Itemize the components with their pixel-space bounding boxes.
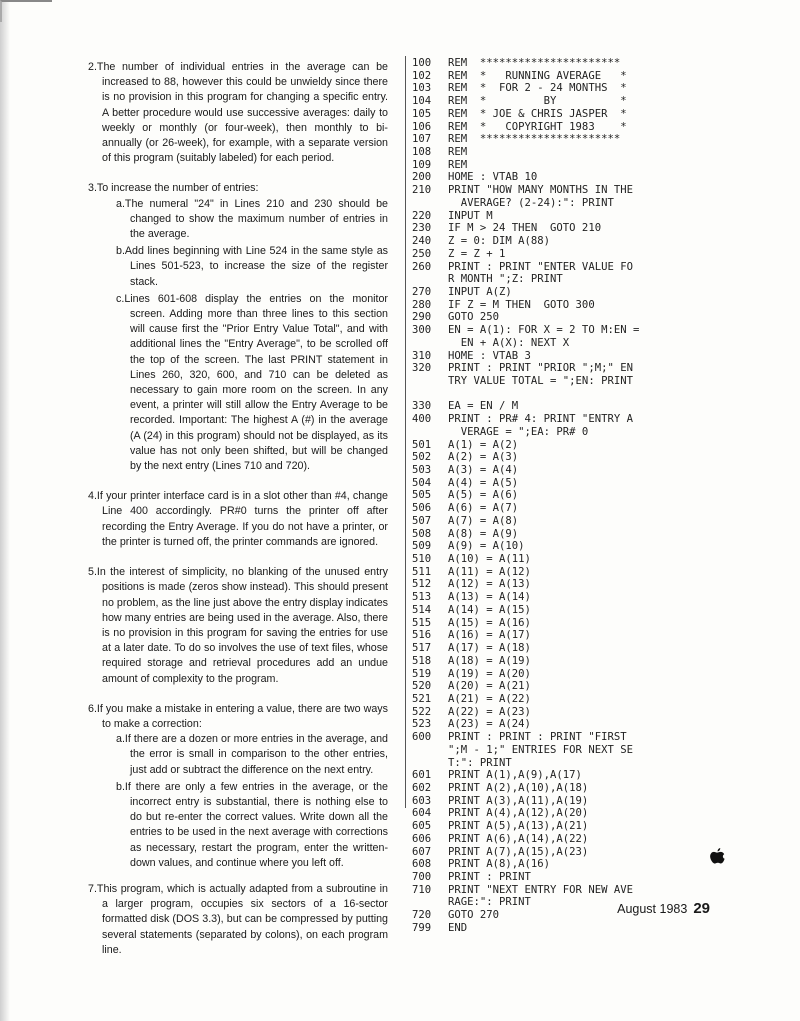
- code-line: [412, 858, 792, 871]
- code-text: A(1) = A(2): [448, 438, 519, 451]
- code-text: A(9) = A(10): [448, 540, 525, 553]
- code-line: [412, 553, 792, 566]
- code-text: PRINT A(7),A(15),A(23): [448, 845, 589, 858]
- code-text: VERAGE = ";EA: PR# 0: [448, 425, 589, 438]
- line-number: 230: [412, 222, 432, 235]
- code-text: EN = A(1): FOR X = 2 TO M:EN =: [448, 324, 640, 337]
- code-line: [412, 133, 792, 146]
- line-number: 103: [412, 82, 432, 95]
- code-text: INPUT M: [448, 209, 493, 222]
- code-line: [412, 922, 792, 935]
- code-text: A(6) = A(7): [448, 502, 519, 515]
- line-number: 510: [412, 553, 432, 566]
- code-text: A(20) = A(21): [448, 680, 531, 693]
- code-text: T:": PRINT: [448, 756, 512, 769]
- note-subitem: c.Lines 601-608 display the entries on the monitor screen. Adding more than three lines to this section will cause first the "Prior Entry Value Total", and with additional lines the "Entry Average", to be scrolled off the top of the screen. The last PRINT statement in Lines 260, 320, 600, and 710 can be deleted as necessary to gain more room on the screen. In any event, a printer will still allow the Entry Average to be recorded. Important: The highest A (#) in the average (A (24) in this program) should not be displayed, as its value has not only been shifted, but will be changed by the next entry (Lines 710 and 720).: [116, 292, 388, 473]
- code-line: [412, 222, 792, 235]
- line-number: 210: [412, 184, 432, 197]
- line-number: 720: [412, 909, 432, 922]
- code-line: [412, 718, 792, 731]
- line-number: 509: [412, 540, 432, 553]
- scan-corner-mark: [0, 0, 52, 22]
- code-text: A(8) = A(9): [448, 527, 519, 540]
- line-number: 107: [412, 133, 432, 146]
- code-line: [412, 896, 792, 909]
- code-text: PRINT A(1),A(9),A(17): [448, 769, 582, 782]
- note-subitem: b.If there are only a few entries in the average, or the incorrect entry is substantial, there is nothing else to do but re-enter the correct values. Write down all the entries to be used in the next average with corrections as necessary, restart the program, enter the written-down values, and continue where you left off.: [116, 780, 388, 869]
- line-number: 105: [412, 107, 432, 120]
- line-number: 504: [412, 476, 432, 489]
- code-line: [412, 400, 792, 413]
- note-item-7: [88, 882, 388, 958]
- code-text: PRINT A(3),A(11),A(19): [448, 794, 589, 807]
- code-text: PRINT A(4),A(12),A(20): [448, 807, 589, 820]
- code-line: [412, 95, 792, 108]
- code-line: [412, 299, 792, 312]
- note-item-2: [88, 60, 388, 166]
- code-text: REM * COPYRIGHT 1983 *: [448, 120, 627, 133]
- code-text: PRINT : PR# 4: PRINT "ENTRY A: [448, 413, 633, 426]
- line-number: 106: [412, 120, 432, 133]
- code-text: A(16) = A(17): [448, 629, 531, 642]
- code-line: [412, 909, 792, 922]
- code-text: A(2) = A(3): [448, 451, 519, 464]
- code-text: PRINT : PRINT: [448, 871, 531, 883]
- line-number: 511: [412, 565, 432, 578]
- line-number: 513: [412, 591, 432, 604]
- line-number: 280: [412, 298, 432, 311]
- code-text: A(18) = A(19): [448, 654, 531, 667]
- code-text: A(19) = A(20): [448, 667, 531, 680]
- line-number: 220: [412, 209, 432, 222]
- code-text: Z = 0: DIM A(88): [448, 235, 551, 248]
- code-line: [412, 184, 792, 197]
- code-text: A(17) = A(18): [448, 642, 531, 655]
- code-line: [412, 617, 792, 630]
- code-line: [412, 668, 792, 681]
- line-number: 603: [412, 794, 432, 807]
- line-number: 607: [412, 845, 432, 858]
- code-line: [412, 286, 792, 299]
- code-text: IF M > 24 THEN GOTO 210: [448, 222, 602, 235]
- code-line: [412, 273, 792, 286]
- scan-edge-shadow: [0, 0, 10, 1021]
- code-text: PRINT "HOW MANY MONTHS IN THE: [448, 184, 633, 197]
- code-line: [412, 477, 792, 490]
- code-line: [412, 108, 792, 121]
- line-number: 501: [412, 438, 432, 451]
- code-text: A(14) = A(15): [448, 603, 531, 616]
- code-text: A(7) = A(8): [448, 514, 519, 527]
- code-line: [412, 426, 792, 439]
- line-number: 514: [412, 603, 432, 616]
- code-text: PRINT A(8),A(16): [448, 858, 551, 871]
- code-line: [412, 235, 792, 248]
- code-line: [412, 57, 792, 70]
- line-number: 100: [412, 57, 432, 69]
- code-line: [412, 489, 792, 502]
- code-text: PRINT A(6),A(14),A(22): [448, 832, 589, 845]
- code-text: A(10) = A(11): [448, 553, 531, 566]
- code-text: Z = Z + 1: [448, 247, 506, 260]
- line-number: 270: [412, 285, 432, 298]
- line-number: 515: [412, 616, 432, 629]
- code-line: [412, 757, 792, 770]
- line-number: 200: [412, 171, 432, 184]
- line-number: 517: [412, 642, 432, 655]
- note-subitem: a.If there are a dozen or more entries in the average, and the error is small in comparison to the other entries, just add or subtract the difference on the next entry.: [116, 733, 388, 776]
- code-line: [412, 782, 792, 795]
- line-number: 102: [412, 69, 432, 82]
- code-text: A(11) = A(12): [448, 565, 531, 578]
- line-number: 710: [412, 883, 432, 896]
- code-line: [412, 693, 792, 706]
- line-number: 602: [412, 781, 432, 794]
- line-number: 505: [412, 489, 432, 502]
- line-number: 601: [412, 769, 432, 782]
- code-text: HOME : VTAB 10: [448, 171, 538, 184]
- code-text: A(4) = A(5): [448, 476, 519, 489]
- note-text: 7.This program, which is actually adapted from a subroutine in a larger program, occupies six sectors of a 16-sector formatted disk (DOS 3.3), but can be compressed by putting several statements (separated by colons), on each program line.: [88, 882, 388, 956]
- code-line: [412, 769, 792, 782]
- line-number: 520: [412, 680, 432, 693]
- code-text: REM: [448, 158, 468, 171]
- note-text: 4.If your printer interface card is in a slot other than #4, change Line 400 accordingly. PR#0 turns the printer off after recording the Entry Average. If you do not have a printer, or the printer is turned off, the printer commands are ignored.: [88, 490, 388, 548]
- code-line: [412, 795, 792, 808]
- note-item-4: [88, 489, 388, 550]
- code-line: [412, 210, 792, 223]
- code-line: [412, 820, 792, 833]
- code-text: PRINT A(2),A(10),A(18): [448, 781, 589, 794]
- line-number: 521: [412, 692, 432, 705]
- note-item-5: [88, 565, 388, 687]
- code-text: PRINT : PRINT "ENTER VALUE FO: [448, 260, 633, 273]
- code-text: GOTO 250: [448, 311, 500, 324]
- code-line: [412, 439, 792, 452]
- line-number: 290: [412, 311, 432, 324]
- code-text: RAGE:": PRINT: [448, 896, 531, 909]
- code-line: [412, 159, 792, 172]
- code-line: [412, 311, 792, 324]
- code-text: REM * JOE & CHRIS JASPER *: [448, 107, 627, 120]
- code-text: PRINT A(5),A(13),A(21): [448, 820, 589, 833]
- notes-column: [88, 60, 388, 973]
- code-text: REM * RUNNING AVERAGE *: [448, 69, 627, 82]
- note-item-6: [88, 702, 388, 871]
- line-number: 502: [412, 451, 432, 464]
- code-text: A(23) = A(24): [448, 718, 531, 731]
- note-subitem: a.The numeral "24" in Lines 210 and 230 should be changed to show the maximum number of entries in the average.: [116, 197, 388, 241]
- code-line: [412, 642, 792, 655]
- line-number: 512: [412, 578, 432, 591]
- code-line: [412, 324, 792, 337]
- line-number: 250: [412, 247, 432, 260]
- code-line: [412, 362, 792, 375]
- code-text: PRINT : PRINT : PRINT "FIRST: [448, 731, 627, 744]
- code-text: R MONTH ";Z: PRINT: [448, 273, 563, 286]
- code-line: [412, 591, 792, 604]
- line-number: 518: [412, 654, 432, 667]
- code-line: [412, 528, 792, 541]
- note-text: 5.In the interest of simplicity, no blanking of the unused entry positions is made (zeros show instead). This should present no problem, as the line just above the entry display indicates how many entries are being used in the average. Also, there is no provision in this program for saving the entries for use at a later date. To do so involves the use of text files, whose required storage and retrieval procedures add an undue amount of complexity to the program.: [88, 566, 388, 685]
- column-divider: [405, 56, 406, 808]
- code-text: A(5) = A(6): [448, 489, 519, 502]
- code-text: REM * FOR 2 - 24 MONTHS *: [448, 82, 627, 95]
- page-number: 29: [693, 900, 710, 917]
- code-text: EN + A(X): NEXT X: [448, 336, 570, 349]
- code-line: [412, 171, 792, 184]
- code-text: TRY VALUE TOTAL = ";EN: PRINT: [448, 374, 633, 387]
- code-line: [412, 82, 792, 95]
- code-line: [412, 388, 792, 401]
- line-number: 523: [412, 718, 432, 731]
- code-text: INPUT A(Z): [448, 285, 512, 298]
- line-number: 330: [412, 400, 432, 413]
- code-line: [412, 655, 792, 668]
- code-line: [412, 248, 792, 261]
- code-line: [412, 70, 792, 83]
- code-text: REM: [448, 146, 468, 159]
- apple-logo-icon: [708, 847, 726, 867]
- line-number: 605: [412, 820, 432, 833]
- code-text: PRINT "NEXT ENTRY FOR NEW AVE: [448, 883, 633, 896]
- code-line: [412, 515, 792, 528]
- note-item-3: [88, 181, 388, 474]
- code-text: AVERAGE? (2-24):": PRINT: [448, 196, 614, 209]
- code-line: [412, 502, 792, 515]
- line-number: 604: [412, 807, 432, 820]
- line-number: 700: [412, 871, 432, 883]
- code-line: [412, 464, 792, 477]
- code-line: [412, 807, 792, 820]
- code-line: [412, 604, 792, 617]
- basic-code-listing: [412, 57, 792, 935]
- line-number: 260: [412, 260, 432, 273]
- code-line: [412, 146, 792, 159]
- code-line: [412, 350, 792, 363]
- line-number: 503: [412, 464, 432, 476]
- line-number: 109: [412, 158, 432, 171]
- code-line: [412, 451, 792, 464]
- note-text: 2.The number of individual entries in the average can be increased to 88, however this could be unwieldy since there is no provision in this program for changing a specific entry. A better procedure would use successive averages: daily to weekly or monthly (or four-week), then monthly to bi-annually (or 26-week), for example, with a separate version of this program (suitably labeled) for each period.: [88, 61, 388, 165]
- code-line: [412, 884, 792, 897]
- note-text: 3.To increase the number of entries:: [88, 182, 259, 195]
- code-text: REM * BY *: [448, 95, 627, 108]
- line-number: 522: [412, 705, 432, 718]
- line-number: 240: [412, 235, 432, 248]
- line-number: 320: [412, 362, 432, 375]
- line-number: 507: [412, 514, 432, 527]
- code-text: A(21) = A(22): [448, 692, 531, 705]
- line-number: 519: [412, 667, 432, 680]
- code-line: [412, 629, 792, 642]
- line-number: 310: [412, 349, 432, 362]
- line-number: 104: [412, 95, 432, 108]
- code-text: GOTO 270: [448, 909, 500, 922]
- line-number: 799: [412, 921, 432, 934]
- line-number: 506: [412, 502, 432, 515]
- code-line: [412, 337, 792, 350]
- code-line: [412, 731, 792, 744]
- code-text: IF Z = M THEN GOTO 300: [448, 298, 595, 311]
- code-text: A(15) = A(16): [448, 616, 531, 629]
- line-number: 600: [412, 731, 432, 744]
- code-line: [412, 566, 792, 579]
- note-subitem: b.Add lines beginning with Line 524 in the same style as Lines 501-523, to increase the size of the register stack.: [116, 245, 388, 288]
- line-number: 300: [412, 324, 432, 337]
- code-text: EA = EN / M: [448, 400, 519, 413]
- line-number: 508: [412, 527, 432, 540]
- page-footer: [617, 900, 710, 917]
- code-text: A(13) = A(14): [448, 591, 531, 604]
- code-line: [412, 744, 792, 757]
- code-text: A(12) = A(13): [448, 578, 531, 591]
- code-line: [412, 121, 792, 134]
- code-text: HOME : VTAB 3: [448, 349, 531, 362]
- code-text: ";M - 1;" ENTRIES FOR NEXT SE: [448, 743, 633, 756]
- code-text: A(22) = A(23): [448, 705, 531, 718]
- issue-date: August 1983: [617, 902, 688, 916]
- note-text: 6.If you make a mistake in entering a value, there are two ways to make a correction:: [88, 702, 388, 730]
- line-number: 606: [412, 832, 432, 845]
- code-line: [412, 706, 792, 719]
- code-line: [412, 871, 792, 884]
- line-number: 608: [412, 858, 432, 871]
- line-number: 108: [412, 146, 432, 159]
- code-line: [412, 413, 792, 426]
- code-text: REM **********************: [448, 133, 621, 146]
- code-line: [412, 846, 792, 859]
- code-line: [412, 578, 792, 591]
- code-line: [412, 540, 792, 553]
- code-line: [412, 680, 792, 693]
- line-number: 400: [412, 413, 432, 426]
- code-line: [412, 375, 792, 388]
- code-text: REM **********************: [448, 57, 621, 69]
- code-line: [412, 261, 792, 274]
- code-line: [412, 197, 792, 210]
- code-text: PRINT : PRINT "PRIOR ";M;" EN: [448, 362, 633, 375]
- code-text: END: [448, 921, 468, 934]
- code-text: A(3) = A(4): [448, 464, 519, 476]
- line-number: 516: [412, 629, 432, 642]
- code-line: [412, 833, 792, 846]
